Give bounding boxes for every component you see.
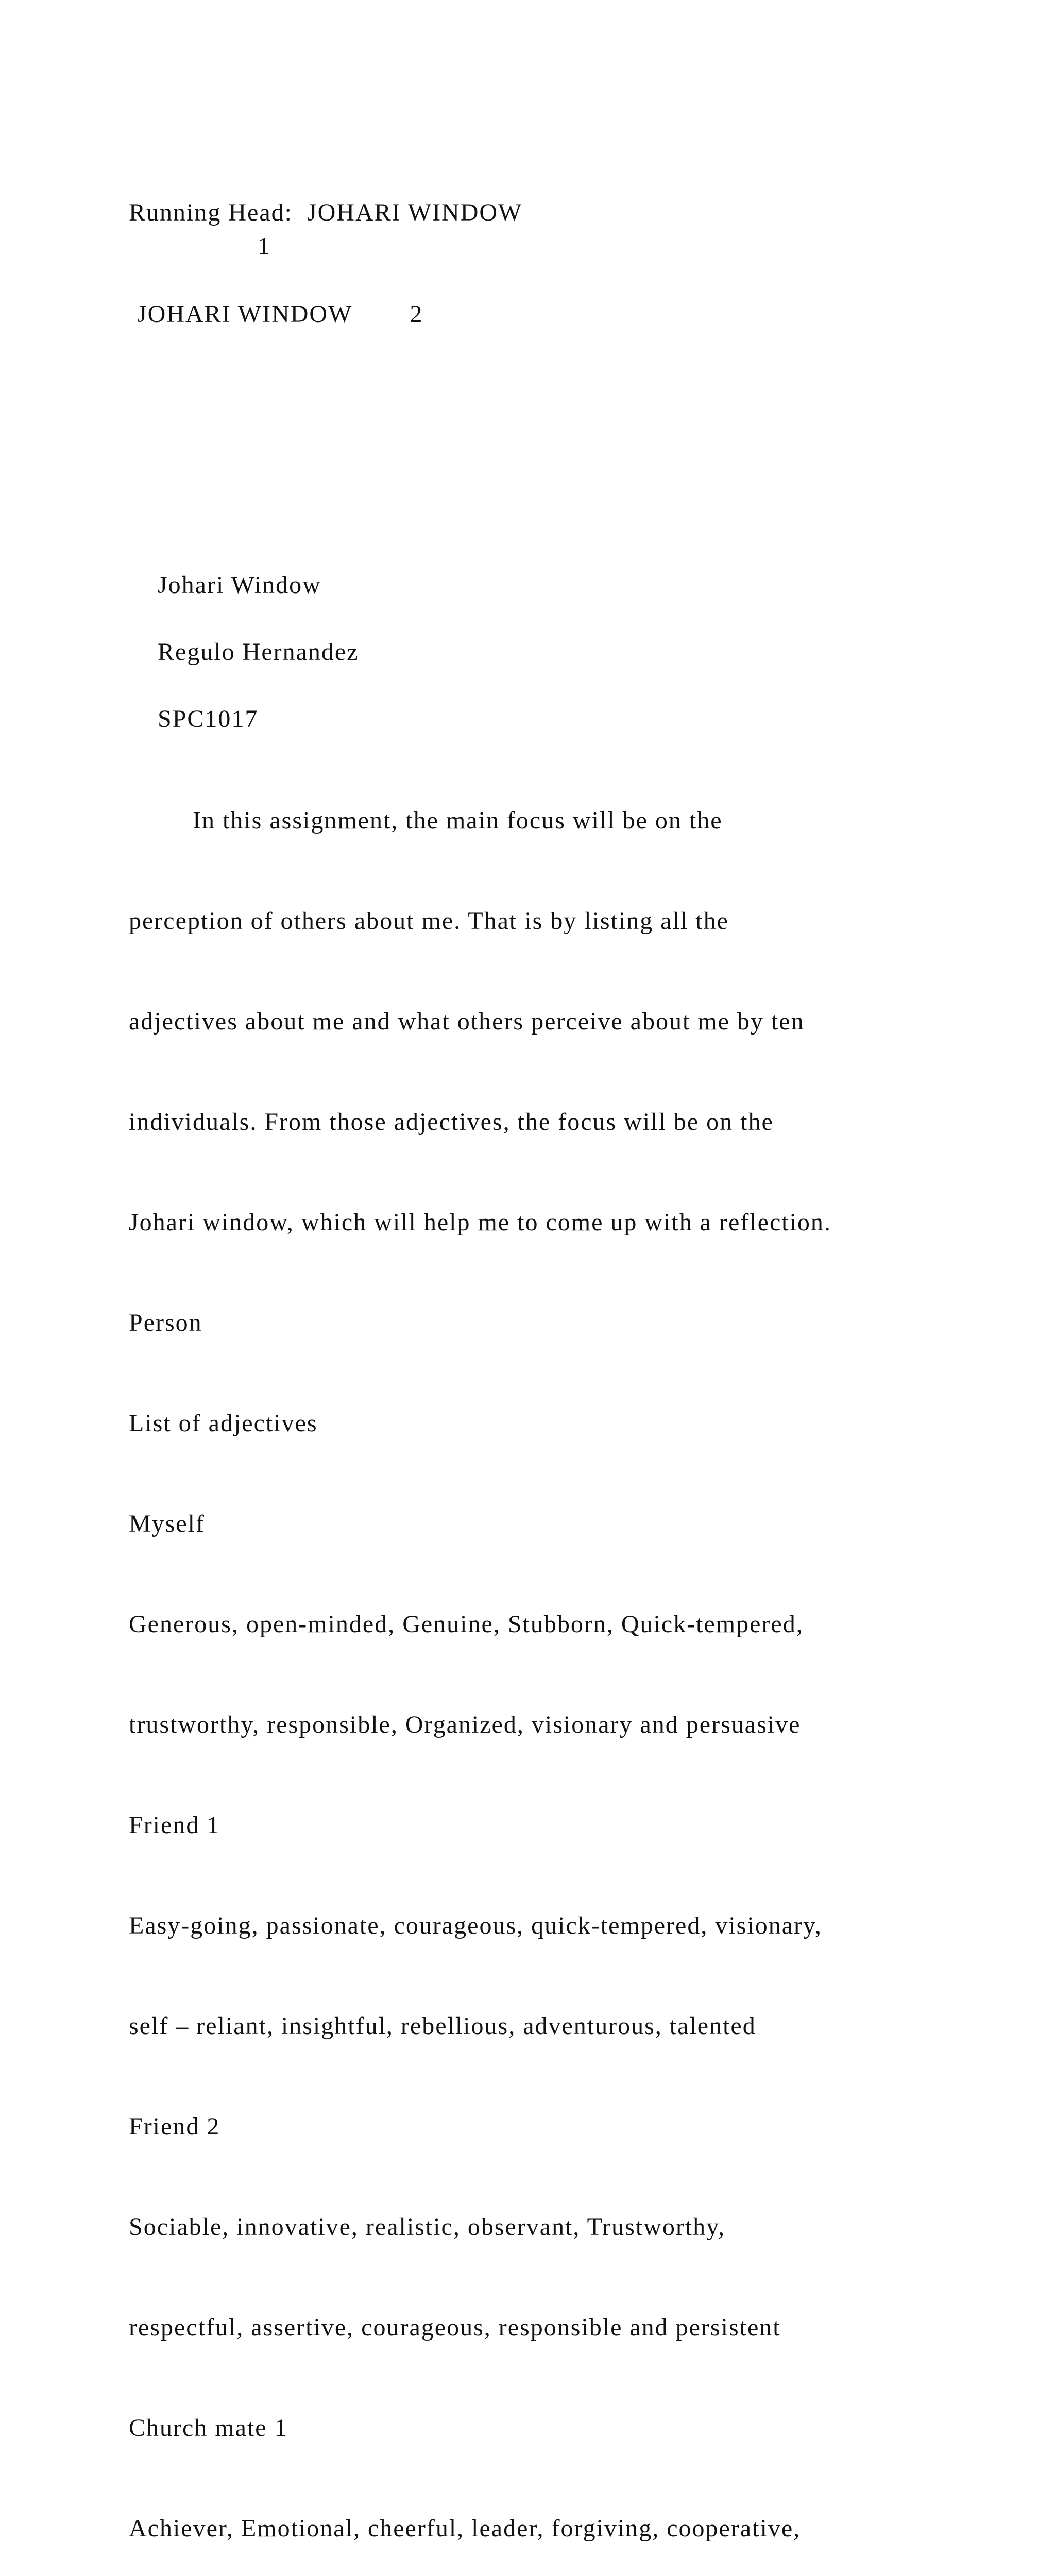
body-line: individuals. From those adjectives, the focus will be on the <box>129 1108 774 1136</box>
person-label-church-mate-1: Church mate 1 <box>129 2414 288 2442</box>
second-page-header: JOHARI WINDOW 2 <box>137 300 423 328</box>
paper-title: Johari Window <box>158 571 321 599</box>
adjectives-myself-line: trustworthy, responsible, Organized, visionary and persuasive <box>129 1711 801 1738</box>
title-block <box>129 535 359 769</box>
author-name: Regulo Hernandez <box>158 638 359 666</box>
person-label-friend-1: Friend 1 <box>129 1811 220 1839</box>
body-line: perception of others about me. That is by listing all the <box>129 907 729 935</box>
adjectives-friend-2-line: Sociable, innovative, realistic, observant, Trustworthy, <box>129 2213 726 2241</box>
adjectives-friend-2-line: respectful, assertive, courageous, responsible and persistent <box>129 2314 781 2341</box>
body-text <box>129 737 831 2576</box>
adjectives-myself-line: Generous, open-minded, Genuine, Stubborn, Quick-tempered, <box>129 1611 804 1638</box>
adjectives-friend-1-line: self – reliant, insightful, rebellious, adventurous, talented <box>129 2012 756 2040</box>
adjectives-friend-1-line: Easy-going, passionate, courageous, quick-tempered, visionary, <box>129 1912 822 1939</box>
table-header-adjectives: List of adjectives <box>129 1410 318 1437</box>
table-header-person: Person <box>129 1309 202 1336</box>
body-line: Johari window, which will help me to come up with a reflection. <box>129 1209 831 1236</box>
body-line: In this assignment, the main focus will be on the <box>193 807 723 834</box>
person-label-myself: Myself <box>129 1510 205 1537</box>
person-label-friend-2: Friend 2 <box>129 2113 220 2140</box>
adjectives-church-mate-1-line: Achiever, Emotional, cheerful, leader, forgiving, cooperative, <box>129 2515 801 2542</box>
running-head: Running Head: JOHARI WINDOW <box>129 199 523 226</box>
body-line: adjectives about me and what others perceive about me by ten <box>129 1008 805 1035</box>
course-code: SPC1017 <box>158 705 259 733</box>
running-page-number: 1 <box>258 232 271 260</box>
